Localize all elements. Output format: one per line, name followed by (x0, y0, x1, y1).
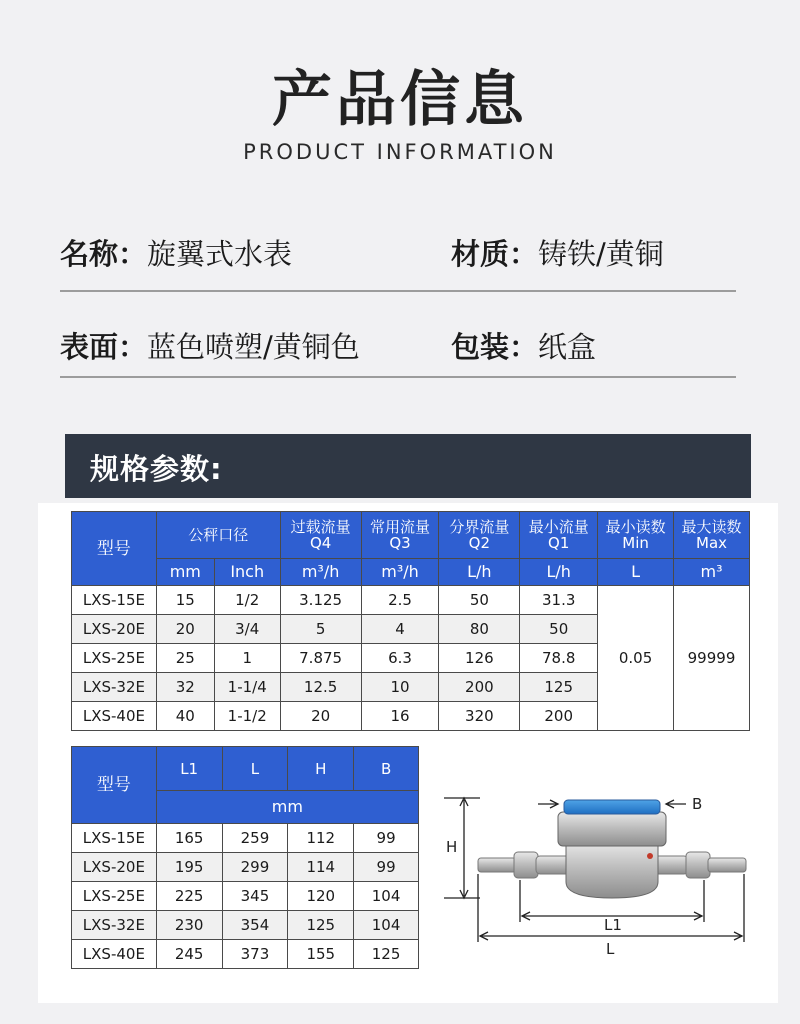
table-cell: 4 (361, 615, 439, 644)
package-label: 包装： (451, 330, 539, 364)
table-cell: LXS-20E (72, 615, 157, 644)
surface-field (60, 325, 360, 366)
table-cell: 99 (354, 824, 419, 853)
table-cell: 5 (280, 615, 361, 644)
table-header-q1: 最小流量 Q1 (520, 512, 598, 559)
package-value: 纸盒 (538, 330, 597, 364)
min-reading-value: 0.05 (598, 586, 674, 731)
table-row (72, 853, 419, 882)
table-cell: LXS-40E (72, 940, 157, 969)
table-unit: mm (156, 559, 214, 586)
table-header-model: 型号 (72, 512, 157, 586)
table-cell: 10 (361, 673, 439, 702)
table-header-q2: 分界流量 Q2 (439, 512, 520, 559)
water-meter-dimension-diagram (440, 790, 760, 970)
label-h: H (446, 838, 458, 856)
label-l: L (606, 940, 615, 958)
material-field (451, 232, 664, 273)
table-cell: 230 (156, 911, 222, 940)
table-cell: 20 (156, 615, 214, 644)
table-cell: 155 (288, 940, 354, 969)
surface-value: 蓝色喷塑/黄铜色 (147, 330, 360, 364)
table-cell: 25 (156, 644, 214, 673)
table-cell: 126 (439, 644, 520, 673)
table-cell: LXS-25E (72, 644, 157, 673)
table-row (72, 586, 750, 615)
table-cell: 165 (156, 824, 222, 853)
table-cell: 1-1/4 (214, 673, 280, 702)
name-value: 旋翼式水表 (147, 237, 293, 271)
table-header-min: 最小读数 Min (598, 512, 674, 559)
table-header-h: H (288, 747, 354, 791)
table-cell: 299 (222, 853, 288, 882)
table-cell: 245 (156, 940, 222, 969)
name-field (60, 232, 292, 273)
divider (60, 376, 736, 378)
table-row (72, 882, 419, 911)
table-unit: m³/h (361, 559, 439, 586)
table-cell: 80 (439, 615, 520, 644)
table-cell: LXS-40E (72, 702, 157, 731)
table-header-l: L (222, 747, 288, 791)
table-unit: L (598, 559, 674, 586)
table-cell: 15 (156, 586, 214, 615)
surface-label: 表面： (60, 330, 148, 364)
table-cell: 16 (361, 702, 439, 731)
table-cell: 32 (156, 673, 214, 702)
page-title: 产品信息 (272, 65, 528, 135)
table-cell: 125 (354, 940, 419, 969)
table-cell: 225 (156, 882, 222, 911)
table-cell: LXS-15E (72, 586, 157, 615)
max-reading-value: 99999 (674, 586, 750, 731)
table-cell: LXS-32E (72, 911, 157, 940)
table-header-q3: 常用流量 Q3 (361, 512, 439, 559)
table-header-q4: 过载流量 Q4 (280, 512, 361, 559)
table-cell: 200 (520, 702, 598, 731)
table-unit: m³ (674, 559, 750, 586)
table-cell: LXS-32E (72, 673, 157, 702)
table-cell: LXS-15E (72, 824, 157, 853)
table-row (72, 824, 419, 853)
table-cell: 320 (439, 702, 520, 731)
table-cell: 78.8 (520, 644, 598, 673)
spec-heading: 规格参数: (90, 452, 223, 486)
info-row-name-material (60, 232, 736, 272)
table-cell: 50 (520, 615, 598, 644)
table-cell: 104 (354, 911, 419, 940)
table-cell: 104 (354, 882, 419, 911)
table-cell: 1/2 (214, 586, 280, 615)
table-cell: 3.125 (280, 586, 361, 615)
table-cell: 2.5 (361, 586, 439, 615)
label-l1: L1 (604, 916, 622, 934)
table-header-l1: L1 (156, 747, 222, 791)
table-cell: 114 (288, 853, 354, 882)
table-cell: 120 (288, 882, 354, 911)
table-unit: m³/h (280, 559, 361, 586)
page-subtitle: PRODUCT INFORMATION (243, 140, 557, 164)
table-cell: 125 (520, 673, 598, 702)
name-label: 名称： (60, 237, 148, 271)
label-b: B (692, 795, 703, 813)
table-cell: 1-1/2 (214, 702, 280, 731)
table-unit: Inch (214, 559, 280, 586)
table-unit: mm (156, 791, 418, 824)
info-row-surface-package (60, 325, 736, 365)
table-cell: 31.3 (520, 586, 598, 615)
table-row (72, 911, 419, 940)
water-meter-image (478, 800, 746, 898)
table-cell: 7.875 (280, 644, 361, 673)
table-cell: 12.5 (280, 673, 361, 702)
table-cell: 345 (222, 882, 288, 911)
table-cell: 99 (354, 853, 419, 882)
package-field (451, 325, 596, 366)
table-cell: 125 (288, 911, 354, 940)
table-cell: 6.3 (361, 644, 439, 673)
table-cell: 3/4 (214, 615, 280, 644)
table-cell: LXS-20E (72, 853, 157, 882)
spec-heading-bar (65, 434, 751, 498)
table-cell: 50 (439, 586, 520, 615)
table-cell: LXS-25E (72, 882, 157, 911)
material-label: 材质： (451, 237, 539, 271)
table-header-caliber: 公秤口径 (156, 512, 280, 559)
table-unit: L/h (520, 559, 598, 586)
table-header-b: B (354, 747, 419, 791)
material-value: 铸铁/黄铜 (538, 237, 664, 271)
divider (60, 290, 736, 292)
table-cell: 200 (439, 673, 520, 702)
table-cell: 354 (222, 911, 288, 940)
table-header-model: 型号 (72, 747, 157, 824)
table-unit: L/h (439, 559, 520, 586)
table-cell: 195 (156, 853, 222, 882)
table-cell: 112 (288, 824, 354, 853)
dimension-table (71, 746, 419, 969)
table-cell: 20 (280, 702, 361, 731)
table-row (72, 940, 419, 969)
table-header-max: 最大读数 Max (674, 512, 750, 559)
table-cell: 40 (156, 702, 214, 731)
table-cell: 259 (222, 824, 288, 853)
table-cell: 373 (222, 940, 288, 969)
table-cell: 1 (214, 644, 280, 673)
flow-spec-table (71, 511, 750, 731)
